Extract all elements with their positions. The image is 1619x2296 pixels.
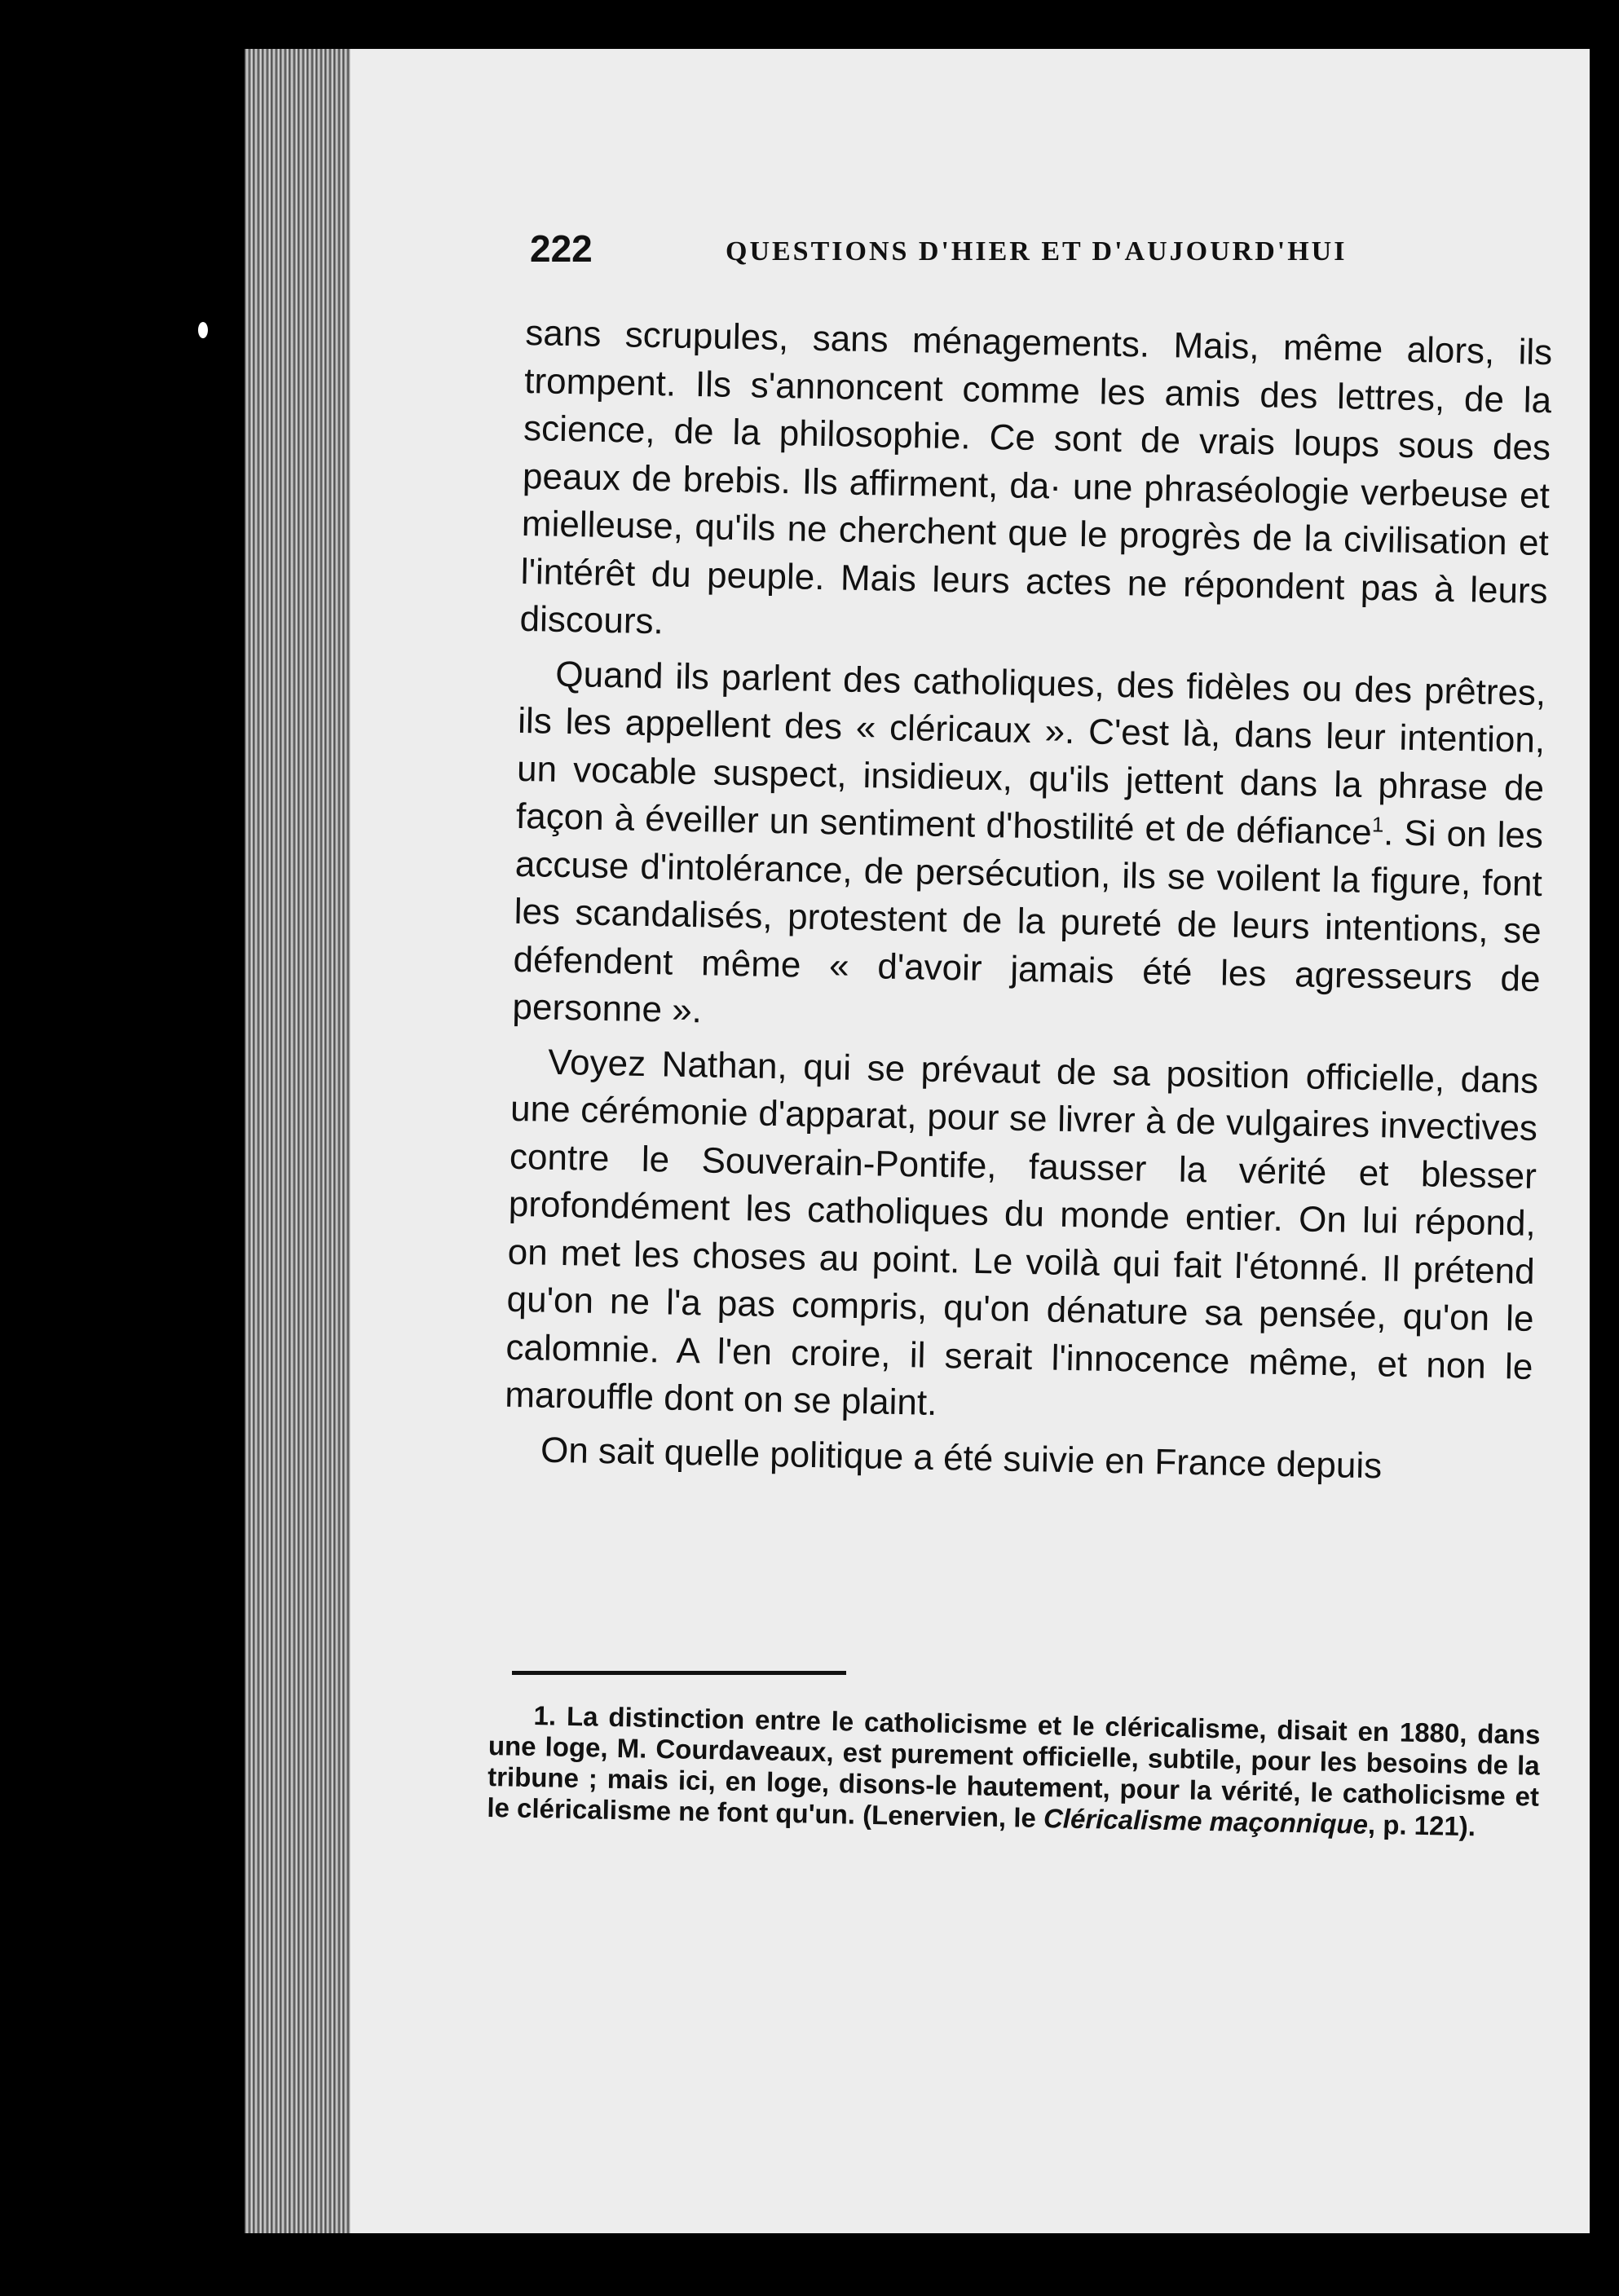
page-header: [530, 227, 1533, 284]
scan-speck: [198, 322, 208, 338]
paragraph-2-text-b: . Si on les accuse d'intolérance, de persécution, ils se voilent la figure, font les scandalisés, protestent de la pureté de leurs intentions, se défendent même « d'avoir jamais été les agresseurs de personne ».: [512, 813, 1544, 1031]
footnote-book-title: Cléricalisme maçonnique: [1043, 1803, 1369, 1840]
footnote-text-a: 1. La distinction entre le catholicisme et le cléricalisme, disait en 1880, dans une loge, M. Courdaveaux, est purement officielle, subtile, pour les besoins de la tribune ; mais ici, en loge, disons-le hautement, pour la vérité, le catholicisme et le cléricalisme ne font qu'un. (Lenervien, le: [487, 1700, 1541, 1834]
book-binding-edge: [245, 49, 351, 2233]
footnote-reference: 1: [1371, 812, 1384, 837]
page-number: 222: [530, 227, 593, 270]
footnote-separator: [512, 1671, 846, 1675]
paragraph-2-text-a: Quand ils parlent des catholiques, des fidèles ou des prêtres, ils les appellent des « cléricaux ». C'est là, dans leur intention, un vocable suspect, insidieux, qu'ils jettent dans la phrase de façon à éveiller un sentiment d'hostilité et de défiance: [515, 654, 1546, 853]
body-text: [503, 310, 1552, 1500]
paragraph-2: [512, 650, 1546, 1051]
footnote-text-b: , p. 121).: [1367, 1809, 1476, 1842]
paragraph-1: sans scrupules, sans ménagements. Mais, même alors, ils trompent. Ils s'annoncent comme les amis des lettres, de la science, de la philosophie. Ce sont de vrais loups sous des peaux de brebis. Ils affirment, da· une phraséologie verbeuse et mielleuse, qu'ils ne cherchent que le progrès de la civilisation et l'intérêt du peuple. Mais leurs actes ne répondent pas à leurs discours.: [519, 312, 1553, 642]
paragraph-4: On sait quelle politique a été suivie en France depuis: [540, 1430, 1383, 1486]
footnote: [487, 1699, 1541, 1844]
running-head: QUESTIONS D'HIER ET D'AUJOURD'HUI: [726, 236, 1348, 267]
paragraph-3: Voyez Nathan, qui se prévaut de sa position officielle, dans une cérémonie d'apparat, pour se livrer à de vulgaires invectives contre le Souverain-Pontife, fausser la vérité et blesser profondément les catholiques du monde entier. On lui répond, on met les choses au point. Le voilà qui fait l'étonné. Il prétend qu'on ne l'a pas compris, qu'on dénature sa pensée, qu'on le calomnie. A l'en croire, il serait l'innocence même, et non le marouffle dont on se plaint.: [504, 1042, 1539, 1423]
